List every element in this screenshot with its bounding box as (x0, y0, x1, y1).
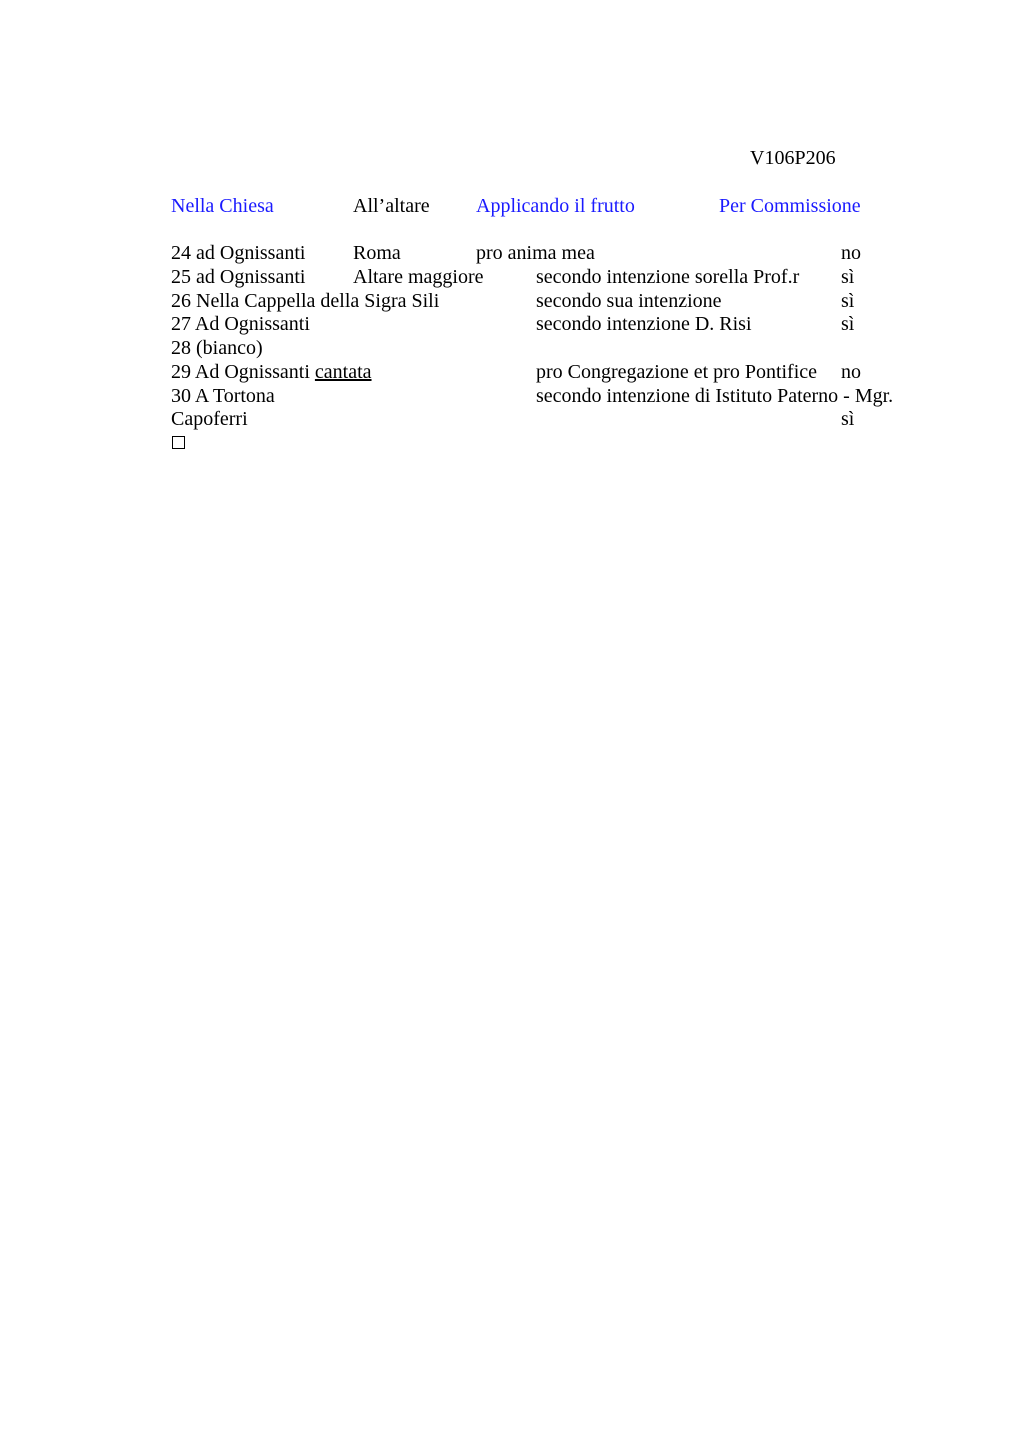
row-29-church (171, 360, 372, 384)
row-30-commission: sì (841, 408, 855, 430)
header-altar: All’altare (353, 195, 430, 217)
page-id: V106P206 (750, 147, 836, 169)
row-30-continuation: Capoferri (171, 408, 248, 430)
row-25-altar: Altare maggiore (353, 266, 484, 288)
row-29-church-prefix: 29 Ad Ognissanti (171, 361, 310, 383)
end-mark-box (172, 436, 185, 449)
row-24-altar: Roma (353, 242, 401, 264)
row-25-commission: sì (841, 266, 855, 288)
row-26-commission: sì (841, 290, 855, 312)
row-25-church: 25 ad Ognissanti (171, 266, 306, 288)
header-commission: Per Commissione (719, 195, 861, 217)
row-29-church-underlined: cantata (314, 361, 372, 383)
row-27-church: 27 Ad Ognissanti (171, 313, 310, 335)
row-26-fruit: secondo sua intenzione (536, 290, 722, 312)
row-30-fruit: secondo intenzione di Istituto Paterno - Mgr. (536, 385, 894, 407)
row-24-commission: no (841, 242, 861, 264)
row-28-church: 28 (bianco) (171, 337, 263, 359)
row-24-church: 24 ad Ognissanti (171, 242, 306, 264)
row-27-fruit: secondo intenzione D. Risi (536, 313, 752, 335)
row-30-church: 30 A Tortona (171, 385, 275, 407)
row-29-commission: no (841, 361, 861, 383)
row-29-fruit: pro Congregazione et pro Pontifice (536, 361, 818, 383)
row-24-fruit: pro anima mea (476, 242, 595, 264)
row-27-commission: sì (841, 313, 855, 335)
header-fruit: Applicando il frutto (476, 195, 635, 217)
row-25-fruit: secondo intenzione sorella Prof.r (536, 266, 800, 288)
row-26-church: 26 Nella Cappella della Sigra Sili (171, 290, 440, 312)
header-church: Nella Chiesa (171, 195, 274, 217)
